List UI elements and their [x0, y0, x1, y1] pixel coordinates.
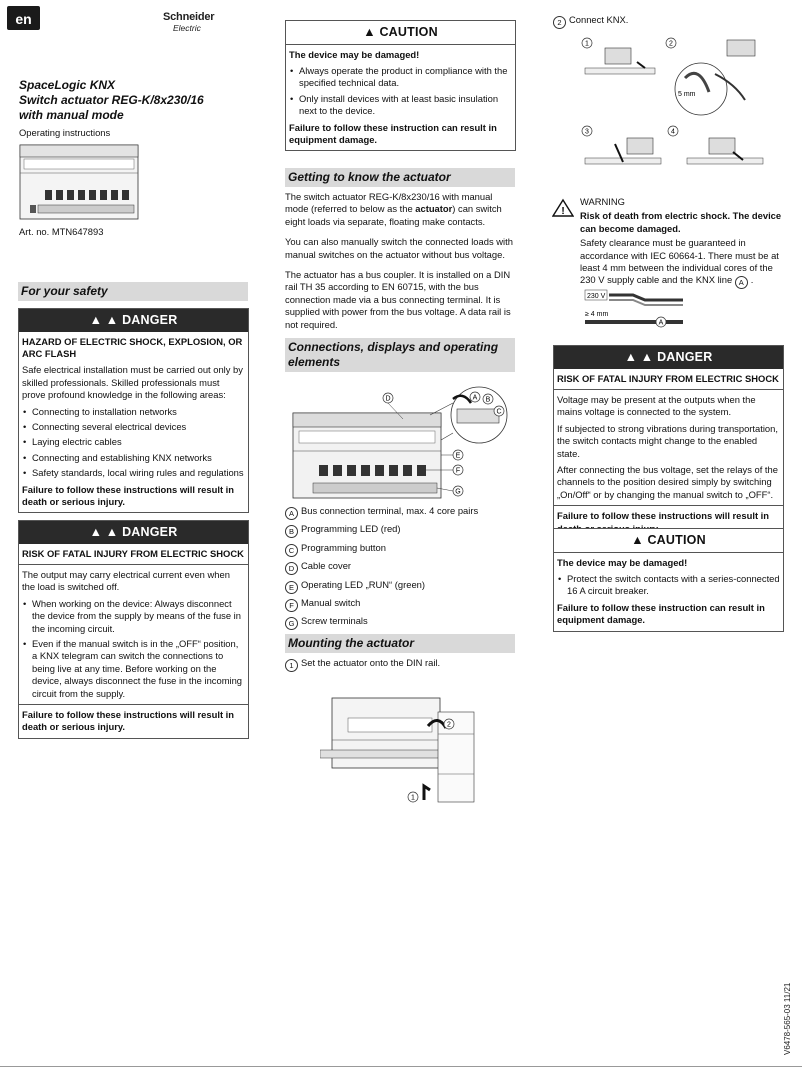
danger-box-outputs [553, 345, 784, 540]
warning-triangle-icon: ▲ ▲ [89, 313, 123, 327]
legend-item: C Programming button [285, 542, 515, 557]
callout-4: 4 [671, 128, 675, 136]
danger-header [19, 309, 248, 332]
legend-item: A Bus connection terminal, max. 4 core pairs [285, 505, 515, 520]
caution-title: The device may be damaged! [289, 48, 420, 60]
list-item: • Connecting several electrical devices [22, 421, 245, 433]
warning-title: Risk of death from electric shock. The device can become damaged. [580, 210, 782, 234]
danger-paragraph: If subjected to strong vibrations during transportation, the switch contacts might change to the enabled state. [557, 422, 778, 459]
callout-e: E [455, 452, 461, 460]
mounting-step-2 [553, 14, 783, 29]
danger-list [22, 598, 245, 700]
language-badge: en [7, 6, 40, 30]
legend-item: D Cable cover [285, 560, 515, 575]
danger-list [22, 406, 245, 480]
list-item: • Connecting to installation networks [22, 406, 245, 418]
step-number: 2 [553, 16, 566, 29]
callout-c: C [496, 408, 502, 416]
caution-header [554, 529, 783, 553]
mounting-step-1 [285, 657, 515, 672]
brand-logo [163, 11, 225, 33]
legend-item: E Operating LED „RUN“ (green) [285, 579, 515, 594]
legend-key: C [285, 544, 298, 557]
callout-1: 1 [585, 40, 589, 48]
warning-triangle-icon: ▲ [631, 533, 648, 547]
callout-ref: A [735, 276, 748, 289]
callout-a: A [472, 394, 478, 402]
step-text: Connect KNX. [569, 14, 629, 25]
title-line: SpaceLogic KNX [19, 78, 116, 92]
list-item: • Even if the manual switch is in the „OFF“ position, a KNX telegram can switch the connections to being live at any time. Before working on the device, always disconnect the fuse in the incoming circuit from the supply. [22, 638, 245, 700]
caution-box-2 [553, 528, 784, 632]
callout-2: 2 [669, 40, 673, 48]
legend-key: G [285, 617, 298, 630]
know-text [285, 191, 517, 339]
danger-paragraph: Voltage may be present at the outputs when the mains voltage is connected to the system. [557, 393, 756, 418]
know-paragraph: The switch actuator REG-K/8x230/16 with manual mode (referred to below as the actuator) can switch eight loads via separate, floating make contacts. [285, 191, 502, 227]
danger-box-hazard [18, 308, 249, 513]
legend-item: G Screw terminals [285, 615, 515, 630]
caution-footer: Failure to follow these instruction can result in equipment damage. [289, 121, 497, 145]
product-illustration [18, 143, 143, 223]
brand-subname: Electric [173, 23, 201, 33]
danger-intro: Safe electrical installation must be carried out only by skilled professionals. Skilled professionals must prove profound knowledge in the following areas: [22, 364, 243, 401]
callout-g: G [455, 488, 461, 496]
danger-intro: The output may carry electrical current even when the load is switched off. [22, 568, 230, 593]
legend-key: A [285, 507, 298, 520]
callout-3: 3 [585, 128, 589, 136]
know-paragraph: The actuator has a bus coupler. It is installed on a DIN rail TH 35 according to EN 60715, with the bus connection made via a bus connecting terminal. It is supplied with power from the bus voltage. A data rail is not required. [285, 269, 511, 330]
danger-paragraph: After connecting the bus voltage, set the relays of the channels to the position desired simply by switching „On/Off“ or by changing the manual switch to „OFF“. [557, 463, 778, 500]
warning-icon [552, 198, 574, 218]
section-heading-mounting: Mounting the actuator [285, 634, 515, 653]
danger-header-label: DANGER [122, 313, 178, 327]
label-min-4mm: ≥ 4 mm [585, 311, 609, 318]
list-item: • Connecting and establishing KNX networks [22, 452, 245, 464]
knx-connection-diagram [575, 34, 785, 184]
callout-a: A [658, 319, 664, 327]
legend-item: F Manual switch [285, 597, 515, 612]
legend-key: E [285, 581, 298, 594]
caution-list [289, 65, 512, 118]
list-item: • When working on the device: Always disconnect the device from the supply by means of the fuse in the incoming circuit. [22, 598, 245, 635]
caution-title: The device may be damaged! [557, 556, 688, 568]
warning-triangle-icon: ▲ [363, 25, 380, 39]
caution-header-label: CAUTION [379, 25, 438, 39]
danger-footer: Failure to follow these instructions will result in death or serious injury. [22, 708, 235, 733]
warning-triangle-icon: ▲ ▲ [624, 350, 658, 364]
callout-d: D [385, 395, 391, 403]
svg-text:!: ! [561, 206, 565, 217]
list-item: • Only install devices with at least basic insulation next to the device. [289, 93, 512, 118]
list-item: • Protect the switch contacts with a series-connected 16 A circuit breaker. [557, 573, 780, 598]
title-line: Switch actuator REG-K/8x230/16 [19, 93, 204, 107]
caution-header [286, 21, 515, 45]
list-item: • Laying electric cables [22, 436, 245, 448]
danger-header [554, 346, 783, 369]
brand-name: Schneider [163, 11, 215, 23]
document-code: V6478-565-03 11/21 [783, 982, 792, 1055]
callout-1: 1 [411, 794, 415, 802]
danger-header [19, 521, 248, 544]
section-heading-know: Getting to know the actuator [285, 168, 515, 187]
step-text: Set the actuator onto the DIN rail. [301, 657, 441, 668]
section-heading-safety: For your safety [18, 282, 248, 301]
mounting-diagram [320, 690, 480, 810]
danger-title: HAZARD OF ELECTRIC SHOCK, EXPLOSION, OR ARC FLASH [22, 335, 243, 359]
warning-text: Safety clearance must be guaranteed in accordance with IEC 60664-1. There must be at least 4 mm between the individual cores of the 230 V supply cable and the KNX line A . [580, 237, 779, 288]
callout-2: 2 [447, 721, 451, 729]
step-number: 1 [285, 659, 298, 672]
cable-clearance-diagram [575, 286, 685, 332]
danger-header-label: DANGER [657, 350, 713, 364]
legend-key: B [285, 525, 298, 538]
caution-footer: Failure to follow these instruction can result in equipment damage. [557, 601, 765, 626]
know-paragraph: You can also manually switch the connected loads with manual switches on the actuator without bus voltage. [285, 236, 513, 260]
dim-5mm: 5 mm [678, 91, 696, 98]
caution-header-label: CAUTION [647, 533, 706, 547]
callout-f: F [455, 467, 461, 475]
danger-header-label: DANGER [122, 525, 178, 539]
section-heading-connections: Connections, displays and operating elements [285, 338, 515, 372]
caution-box-1 [285, 20, 516, 151]
danger-title: RISK OF FATAL INJURY FROM ELECTRIC SHOCK [22, 547, 244, 559]
callout-b: B [485, 396, 491, 404]
label-230v: 230 V [587, 293, 606, 300]
product-title [19, 78, 249, 123]
article-number: Art. no. MTN647893 [19, 226, 104, 237]
list-item: • Safety standards, local wiring rules and regulations [22, 467, 245, 479]
title-line: with manual mode [19, 108, 124, 122]
danger-footer: Failure to follow these instructions will result in death or serious injury. [22, 483, 235, 507]
connections-diagram [285, 385, 515, 503]
warning-label: WARNING [580, 196, 625, 207]
legend-item: B Programming LED (red) [285, 523, 515, 538]
legend-key: D [285, 562, 298, 575]
legend-key: F [285, 599, 298, 612]
danger-footer: Failure to follow these instructions will result in [557, 510, 770, 522]
warning-block [580, 196, 785, 291]
list-item: • Always operate the product in compliance with the specified technical data. [289, 65, 512, 90]
caution-list [557, 573, 780, 598]
legend-list [285, 505, 515, 634]
danger-title: RISK OF FATAL INJURY FROM ELECTRIC SHOCK [557, 372, 779, 384]
page-bottom-rule [0, 1066, 802, 1067]
danger-box-fatal-injury [18, 520, 249, 739]
warning-triangle-icon: ▲ ▲ [89, 525, 123, 539]
doc-subtitle: Operating instructions [19, 127, 111, 138]
